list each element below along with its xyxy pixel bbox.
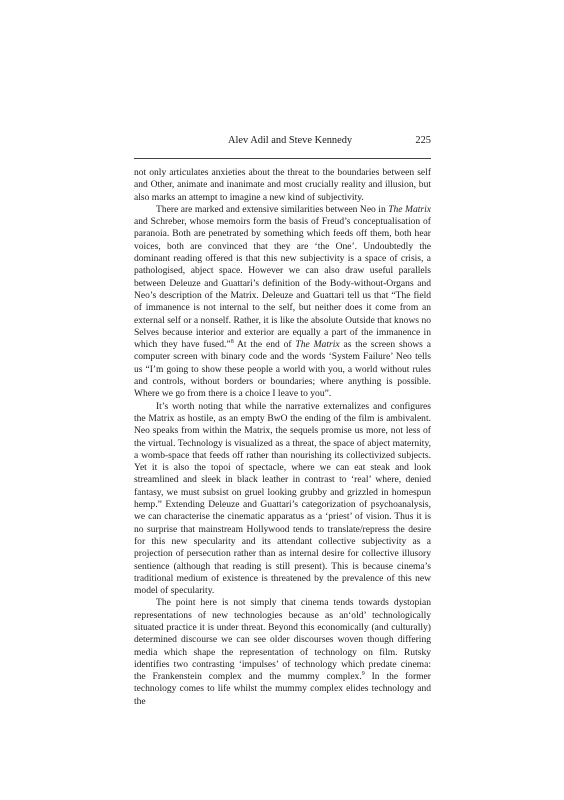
- page-number: 225: [415, 135, 431, 146]
- text-run: not only articulates anxieties about the threat to the boundaries between self and Other, animate and inanimate and most crucially reality and illusion, but also marks an attempt to imagine a new kind of subjectivity.: [134, 167, 431, 203]
- header-authors: Alev Adil and Steve Kennedy: [228, 135, 353, 146]
- header-rule: [134, 158, 431, 159]
- running-header: [134, 135, 431, 153]
- text-run: and Schreber, whose memoirs form the basis of Freud’s conceptualisation of paranoia. Both are penetrated by something which feeds off them, both hear voices, both are convinced that they are ‘the One’. Undoubtedly the dominant reading offered is that this new subjectivity is a space of crisis, a pathologised, abject space. However we can also draw useful parallels between Deleuze and Guattari’s definition of the Body-without-Organs and Neo’s description of the Matrix. Deleuze and Guattari tell us that “The field of immanence is not internal to the self, but neither does it come from an external self or a nonself. Rather, it is like the absolute Outside that knows no Selves because interior and exterior are equally a part of the immanence in which they have fused.”: [134, 216, 431, 351]
- text-run: as the screen shows a computer screen with binary code and the words ‘System Failure’ Neo tells us “I’m going to show these people a world with you, a world without rules and controls, without borders or boundaries; where anything is possible. Where we go from there is a choice I leave to you”.: [134, 339, 431, 400]
- italic-title: The Matrix: [295, 339, 340, 351]
- text-run: It’s worth noting that while the narrative externalizes and configures the Matrix as hostile, as an empty BwO the ending of the film is ambivalent. Neo speaks from within the Matrix, the sequels promise us more, not less of the virtual. Technology is visualized as a threat, the space of abject maternity, a womb-space that feeds off rather than nourishing its collectivized subjects. Yet it is also the topoi of spectacle, where we can eat steak and look streamlined and sleek in black leather in contrast to ‘real’ where, denied fantasy, we must subsist on gruel looking grubby and grizzled in homespun hemp.” Extending Deleuze and Guattari’s categorization of psychoanalysis, we can characterise the cinematic apparatus as a ‘priest’ of vision. Thus it is no surprise that mainstream Hollywood tends to translate/repress the desire for this new specularity and its attendant collective subjectivity as a projection of persecution rather than as internal desire for collective illusory sentience (although that reading is still present). This is because cinema’s traditional medium of existence is threatened by the prevalence of this new model of specularity.: [134, 400, 431, 597]
- text-run: At the end of: [233, 339, 296, 351]
- paragraph-3: [134, 401, 431, 598]
- paragraph-1: [134, 167, 431, 204]
- body-text: [134, 167, 431, 708]
- paragraph-2: [134, 204, 431, 401]
- text-run: The point here is not simply that cinema tends towards dystopian representations of new technologies because as an‘old’ technologically situated practice it is under threat. Beyond this economically (and culturally) determined discourse we can see older discourses woven though differing media which shape the representation of technology on film. Rutsky identifies two contrasting ‘impulses’ of technology which predate cinema: the Frankenstein complex and the mummy complex.: [134, 597, 431, 683]
- footnote-marker: 8: [230, 339, 234, 346]
- text-run: There are marked and extensive similarities between Neo in: [156, 203, 389, 215]
- italic-title: The Matrix: [388, 203, 431, 215]
- text-run: In the former technology comes to life whilst the mummy complex elides technology and the: [134, 671, 431, 707]
- paragraph-4: [134, 597, 431, 708]
- footnote-marker: 9: [361, 671, 365, 678]
